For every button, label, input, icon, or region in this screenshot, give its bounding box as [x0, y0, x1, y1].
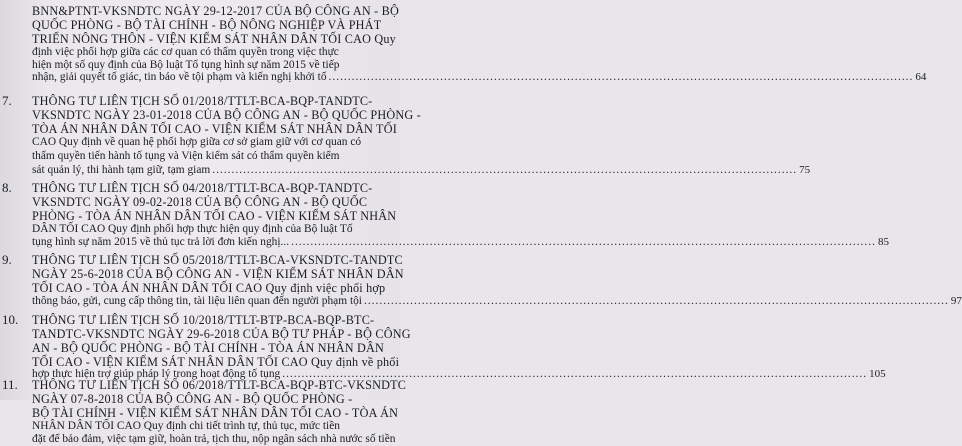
- entry-line: VKSNDTC NGÀY 09-02-2018 CỦA BỘ CÔNG AN - BỘ QUỐC: [32, 195, 368, 209]
- entry-line: NGÀY 25-6-2018 CỦA BỘ CÔNG AN - VIỆN KIỂM SÁT NHÂN DÂN: [32, 267, 404, 281]
- entry-line: thẩm quyền tiến hành tố tụng và Viện kiểm sát có thẩm quyền kiểm: [32, 150, 340, 162]
- entry-line: NHÂN DÂN TỐI CAO Quy định chi tiết trình tự, thủ tục, mức tiền: [32, 420, 340, 432]
- dot-leader: [212, 164, 797, 177]
- page-number: 97: [950, 295, 962, 307]
- entry-line-text: nhận, giải quyết tố giác, tin báo về tội phạm và kiến nghị khởi tố: [32, 71, 327, 83]
- entry-line: DÂN TỐI CAO Quy định phối hợp thực hiện quy định của Bộ luật Tố: [32, 223, 353, 235]
- entry-line: [32, 295, 962, 308]
- entry-number: 7.: [2, 93, 12, 108]
- entry-line: [32, 71, 927, 84]
- entry-line: TỐI CAO - VIỆN KIỂM SÁT NHÂN DÂN TỐI CAO Quy định về phối: [32, 355, 400, 369]
- entry-line: đặt để bảo đảm, việc tạm giữ, hoàn trả, tịch thu, nộp ngân sách nhà nước số tiền: [32, 433, 396, 445]
- entry-line: THÔNG TƯ LIÊN TỊCH SỐ 01/2018/TTLT-BCA-BQP-TANDTC-: [32, 94, 373, 108]
- entry-line-text: hợp thực hiện trợ giúp pháp lý trong hoạt động tố tụng: [32, 368, 281, 380]
- page-number: 105: [869, 368, 886, 380]
- entry-line: NGÀY 07-8-2018 CỦA BỘ CÔNG AN - BỘ QUỐC PHÒNG -: [32, 392, 353, 406]
- entry-line: TÒA ÁN NHÂN DÂN TỐI CAO - VIỆN KIỂM SÁT NHÂN DÂN TỐI: [32, 122, 397, 136]
- entry-line: CAO Quy định về quan hệ phối hợp giữa cơ sở giam giữ với cơ quan có: [32, 136, 362, 148]
- entry-line-text: thông báo, gửi, cung cấp thông tin, tài liệu liên quan đến người phạm tội: [32, 295, 362, 307]
- entry-line: hiện một số quy định của Bộ luật Tố tụng hình sự năm 2015 về tiếp: [32, 59, 340, 71]
- entry-line: [32, 236, 889, 249]
- entry-line-text: sát quản lý, thi hành tạm giữ, tạm giam: [32, 164, 211, 176]
- entry-line: định việc phối hợp giữa các cơ quan có thẩm quyền trong việc thực: [32, 46, 339, 58]
- entry-line: TANDTC-VKSNDTC NGÀY 29-6-2018 CỦA BỘ TƯ PHÁP - BỘ CÔNG: [32, 327, 411, 341]
- entry-line: TỐI CAO - TÒA ÁN NHÂN DÂN TỐI CAO Quy định việc phối hợp: [32, 281, 386, 295]
- entry-line: [32, 164, 811, 177]
- entry-line: VKSNDTC NGÀY 23-01-2018 CỦA BỘ CÔNG AN - BỘ QUỐC PHÒNG -: [32, 108, 421, 122]
- dot-leader: [329, 71, 914, 84]
- entry-line: BNN&PTNT-VKSNDTC NGÀY 29-12-2017 CỦA BỘ CÔNG AN - BỘ: [32, 4, 400, 18]
- entry-number: 8.: [2, 180, 12, 195]
- entry-number: 10.: [2, 312, 19, 327]
- entry-line: BỘ TÀI CHÍNH - VIỆN KIỂM SÁT NHÂN DÂN TỐI CAO - TÒA ÁN: [32, 406, 399, 420]
- entry-line: PHÒNG - TÒA ÁN NHÂN DÂN TỐI CAO - VIỆN KIỂM SÁT NHÂN: [32, 209, 397, 223]
- entry-line: QUỐC PHÒNG - BỘ TÀI CHÍNH - BỘ NÔNG NGHIỆP VÀ PHÁT: [32, 18, 382, 32]
- entry-line-text: tụng hình sự năm 2015 về thủ tục trả lời đơn kiến nghị...: [32, 236, 290, 248]
- entry-line: THÔNG TƯ LIÊN TỊCH SỐ 04/2018/TTLT-BCA-BQP-TANDTC-: [32, 181, 373, 195]
- page-number: 85: [877, 236, 889, 248]
- entry-number: 9.: [2, 252, 12, 267]
- entry-line: THÔNG TƯ LIÊN TỊCH SỐ 06/2018/TTLT-BCA-BQP-BTC-VKSNDTC: [32, 378, 407, 392]
- dot-leader: [364, 295, 949, 308]
- entry-line: THÔNG TƯ LIÊN TỊCH SỐ 10/2018/TTLT-BTP-BCA-BQP-BTC-: [32, 313, 375, 327]
- page-number: 64: [915, 71, 927, 83]
- page-number: 75: [799, 164, 811, 176]
- entry-line: AN - BỘ QUỐC PHÒNG - BỘ TÀI CHÍNH - TÒA ÁN NHÂN DÂN: [32, 341, 385, 355]
- dot-leader: [291, 236, 876, 249]
- entry-line: THÔNG TƯ LIÊN TỊCH SỐ 05/2018/TTLT-BCA-VKSNDTC-TANDTC: [32, 253, 403, 267]
- entry-number: 11.: [2, 377, 18, 392]
- entry-line: TRIỂN NÔNG THÔN - VIỆN KIỂM SÁT NHÂN DÂN TỐI CAO Quy: [32, 32, 396, 46]
